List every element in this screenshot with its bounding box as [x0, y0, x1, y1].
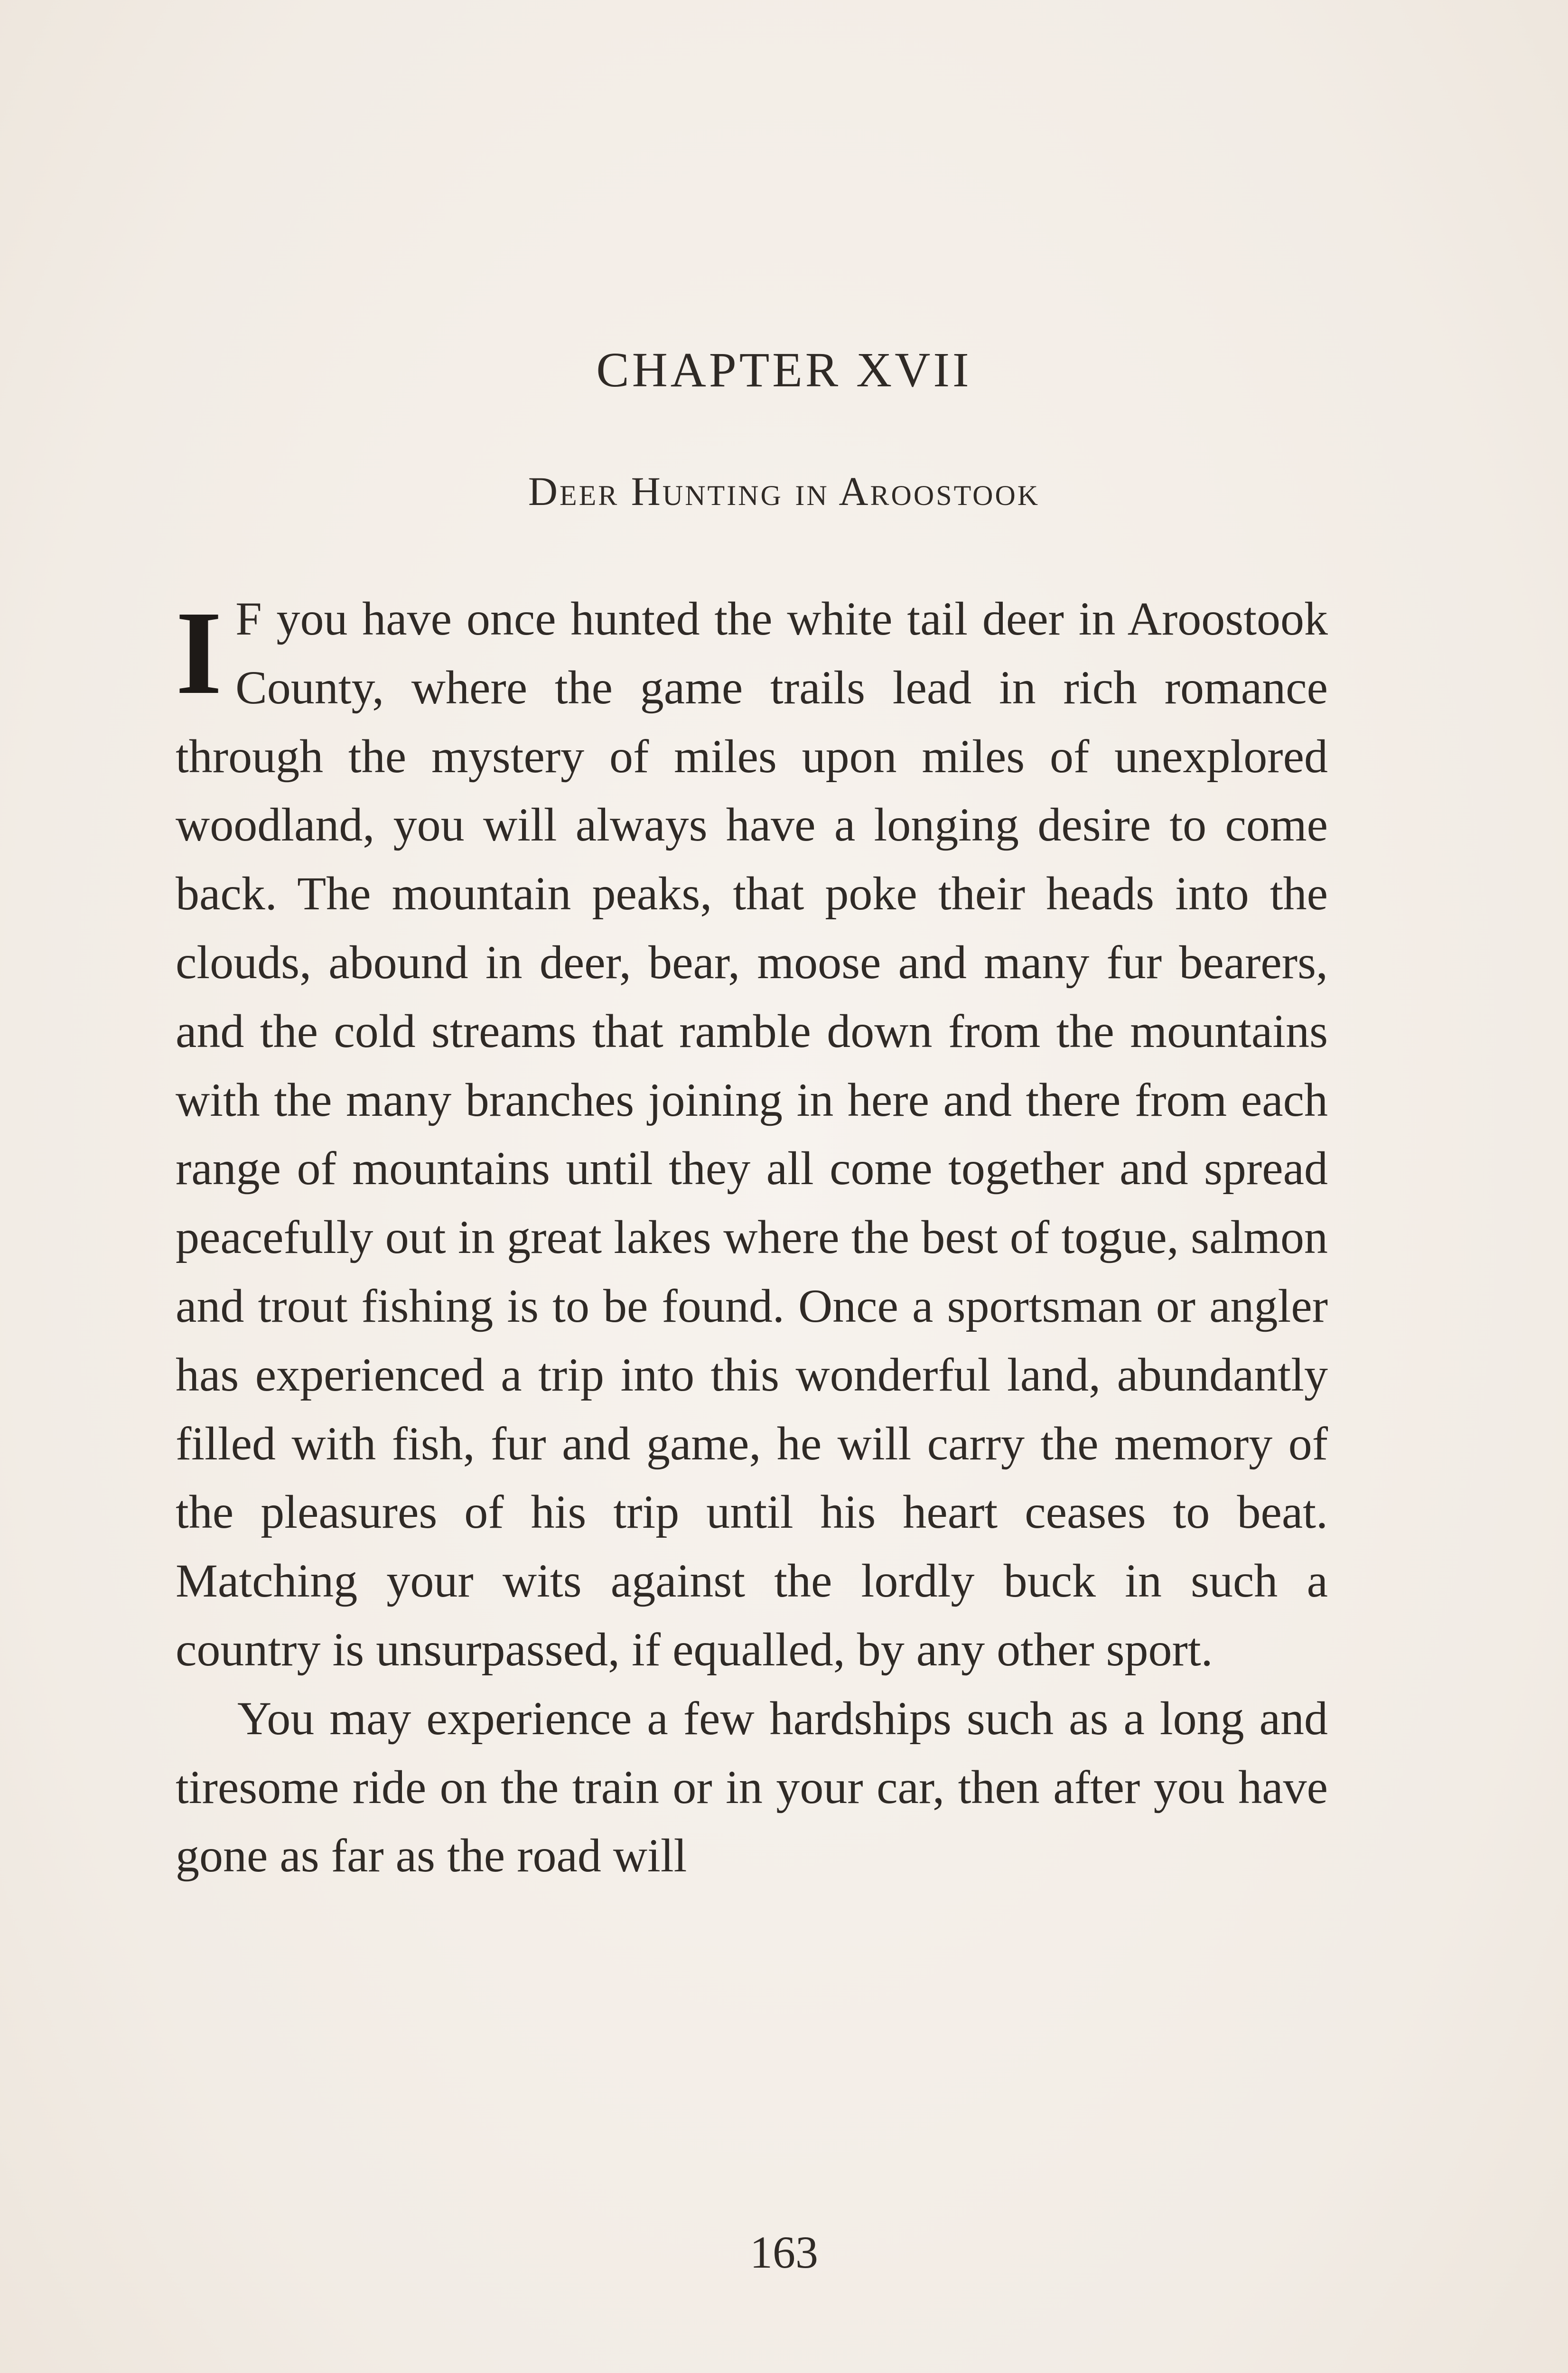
paragraph-1-lead: F	[235, 592, 262, 645]
body-text	[176, 585, 1328, 1890]
page-number: 163	[750, 2227, 818, 2278]
chapter-subtitle: Deer Hunting in Aroostook	[528, 468, 1040, 514]
paragraph-1-text: you have once hunted the white tail deer in Aroostook County, where the game trails lead in rich romance through the mystery of miles upon miles of unexplored woodland, you will always have a longing desire to come back. The mountain peaks, that poke their heads into the clouds, abound in deer, bear, moose and many fur bearers, and the cold streams that ramble down from the mountains with the many branches joining in here and there from each range of mountains until they all come together and spread peacefully out in great lakes where the best of togue, salmon and trout fishing is to be found. Once a sportsman or angler has experienced a trip into this wonderful land, abundantly filled with fish, fur and game, he will carry the memory of the pleasures of his trip until his heart ceases to beat. Matching your wits against the lordly buck in such a country is unsurpassed, if equalled, by any other sport.	[176, 592, 1328, 1676]
paragraph-2	[176, 1684, 1328, 1890]
drop-cap: I	[176, 586, 223, 719]
paragraph-1	[176, 585, 1328, 1684]
chapter-title: CHAPTER XVII	[596, 343, 972, 397]
paragraph-2-text: You may experience a few hardships such as a long and tiresome ride on the train or in your car, then after you have gone as far as the road will	[176, 1691, 1328, 1882]
